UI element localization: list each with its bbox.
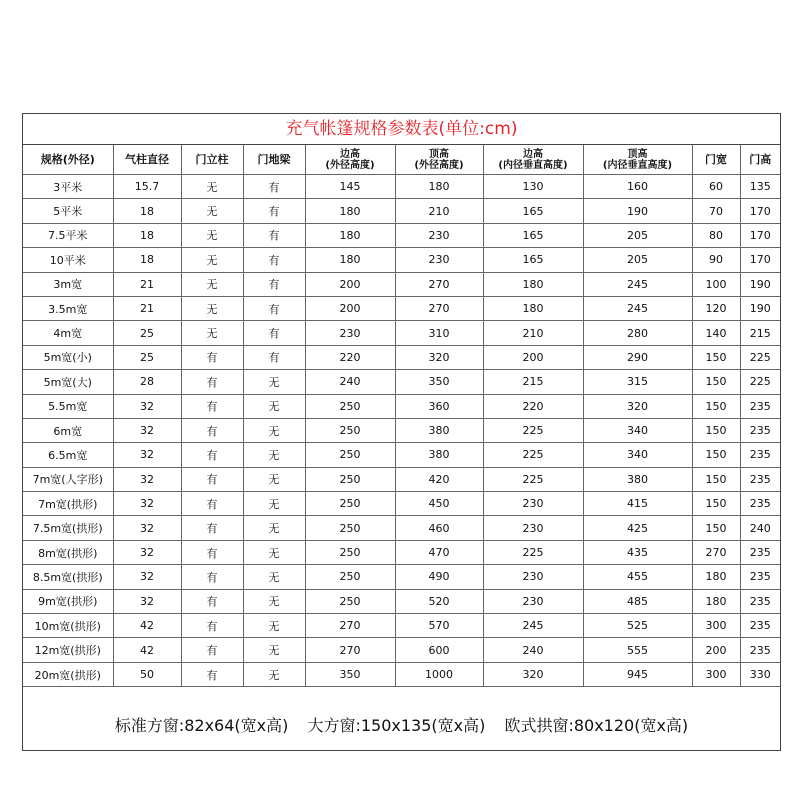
column-header-line: 顶高 bbox=[627, 148, 648, 160]
table-cell: 300 bbox=[692, 614, 740, 638]
table-cell: 435 bbox=[583, 540, 692, 564]
table-cell: 无 bbox=[243, 614, 305, 638]
table-cell: 无 bbox=[181, 223, 243, 247]
table-cell: 330 bbox=[740, 662, 780, 686]
table-cell: 32 bbox=[113, 394, 181, 418]
table-cell: 165 bbox=[483, 223, 583, 247]
table-cell: 240 bbox=[305, 370, 395, 394]
table-cell: 380 bbox=[395, 418, 483, 442]
table-cell: 225 bbox=[483, 418, 583, 442]
table-cell: 5m宽(大) bbox=[23, 370, 113, 394]
table-cell: 42 bbox=[113, 614, 181, 638]
table-cell: 无 bbox=[243, 662, 305, 686]
table-row bbox=[23, 467, 780, 491]
table-cell: 225 bbox=[740, 370, 780, 394]
table-cell: 420 bbox=[395, 467, 483, 491]
table-cell: 无 bbox=[243, 370, 305, 394]
table-cell: 230 bbox=[483, 589, 583, 613]
table-cell: 235 bbox=[740, 467, 780, 491]
table-cell: 12m宽(拱形) bbox=[23, 638, 113, 662]
table-cell: 有 bbox=[181, 540, 243, 564]
arch-window-spec: 欧式拱窗:80x120(宽x高) bbox=[504, 716, 689, 735]
table-cell: 525 bbox=[583, 614, 692, 638]
table-cell: 290 bbox=[583, 345, 692, 369]
table-cell: 180 bbox=[483, 272, 583, 296]
table-row bbox=[23, 516, 780, 540]
table-cell: 170 bbox=[740, 199, 780, 223]
table-cell: 220 bbox=[305, 345, 395, 369]
column-header bbox=[305, 145, 395, 175]
table-cell: 8m宽(拱形) bbox=[23, 540, 113, 564]
table-cell: 170 bbox=[740, 223, 780, 247]
table-cell: 1000 bbox=[395, 662, 483, 686]
table-cell: 70 bbox=[692, 199, 740, 223]
table-cell: 270 bbox=[395, 296, 483, 320]
table-cell: 有 bbox=[181, 370, 243, 394]
table-cell: 150 bbox=[692, 418, 740, 442]
header-row bbox=[23, 145, 780, 175]
table-cell: 有 bbox=[181, 418, 243, 442]
column-header-line: 门立柱 bbox=[195, 153, 229, 166]
column-header-line: 门高 bbox=[749, 153, 772, 166]
table-cell: 230 bbox=[483, 516, 583, 540]
table-body bbox=[23, 175, 780, 687]
table-cell: 15.7 bbox=[113, 175, 181, 199]
table-cell: 280 bbox=[583, 321, 692, 345]
table-cell: 28 bbox=[113, 370, 181, 394]
table-cell: 320 bbox=[583, 394, 692, 418]
table-cell: 有 bbox=[181, 492, 243, 516]
table-cell: 有 bbox=[243, 272, 305, 296]
table-cell: 450 bbox=[395, 492, 483, 516]
table-row bbox=[23, 614, 780, 638]
table-cell: 945 bbox=[583, 662, 692, 686]
table-cell: 245 bbox=[583, 272, 692, 296]
table-cell: 有 bbox=[243, 321, 305, 345]
table-cell: 200 bbox=[483, 345, 583, 369]
table-row bbox=[23, 248, 780, 272]
table-cell: 555 bbox=[583, 638, 692, 662]
table-cell: 180 bbox=[692, 565, 740, 589]
table-cell: 210 bbox=[483, 321, 583, 345]
table-cell: 4m宽 bbox=[23, 321, 113, 345]
table-cell: 350 bbox=[305, 662, 395, 686]
table-cell: 有 bbox=[181, 443, 243, 467]
table-cell: 570 bbox=[395, 614, 483, 638]
table-cell: 有 bbox=[243, 296, 305, 320]
column-header bbox=[113, 145, 181, 175]
table-cell: 21 bbox=[113, 272, 181, 296]
table-row bbox=[23, 540, 780, 564]
table-cell: 18 bbox=[113, 248, 181, 272]
table-cell: 315 bbox=[583, 370, 692, 394]
table-cell: 有 bbox=[181, 662, 243, 686]
table-cell: 225 bbox=[483, 467, 583, 491]
table-cell: 无 bbox=[243, 540, 305, 564]
table-cell: 7.5m宽(拱形) bbox=[23, 516, 113, 540]
table-cell: 6.5m宽 bbox=[23, 443, 113, 467]
table-cell: 130 bbox=[483, 175, 583, 199]
table-cell: 无 bbox=[243, 443, 305, 467]
table-cell: 无 bbox=[243, 394, 305, 418]
table-cell: 455 bbox=[583, 565, 692, 589]
table-cell: 无 bbox=[243, 418, 305, 442]
table-cell: 150 bbox=[692, 443, 740, 467]
table-cell: 9m宽(拱形) bbox=[23, 589, 113, 613]
table-cell: 150 bbox=[692, 467, 740, 491]
table-cell: 240 bbox=[740, 516, 780, 540]
column-header-line: (内径垂直高度) bbox=[602, 159, 673, 171]
table-cell: 5平米 bbox=[23, 199, 113, 223]
table-cell: 140 bbox=[692, 321, 740, 345]
table-cell: 200 bbox=[305, 296, 395, 320]
table-cell: 有 bbox=[181, 638, 243, 662]
table-cell: 100 bbox=[692, 272, 740, 296]
table-cell: 21 bbox=[113, 296, 181, 320]
table-row bbox=[23, 175, 780, 199]
column-header-line: 门宽 bbox=[705, 153, 727, 166]
table-cell: 320 bbox=[395, 345, 483, 369]
table-cell: 6m宽 bbox=[23, 418, 113, 442]
table-cell: 10m宽(拱形) bbox=[23, 614, 113, 638]
table-cell: 250 bbox=[305, 516, 395, 540]
table-cell: 7m宽(拱形) bbox=[23, 492, 113, 516]
table-cell: 190 bbox=[583, 199, 692, 223]
table-cell: 235 bbox=[740, 418, 780, 442]
window-specs bbox=[23, 701, 780, 750]
table-cell: 210 bbox=[395, 199, 483, 223]
sheet-title: 充气帐篷规格参数表(单位:cm) bbox=[23, 114, 780, 145]
column-header-line: 顶高 bbox=[429, 148, 449, 160]
table-cell: 150 bbox=[692, 492, 740, 516]
table-cell: 3平米 bbox=[23, 175, 113, 199]
table-cell: 190 bbox=[740, 272, 780, 296]
table-cell: 32 bbox=[113, 540, 181, 564]
table-cell: 270 bbox=[305, 638, 395, 662]
table-cell: 3.5m宽 bbox=[23, 296, 113, 320]
table-cell: 230 bbox=[395, 248, 483, 272]
table-cell: 230 bbox=[395, 223, 483, 247]
table-cell: 20m宽(拱形) bbox=[23, 662, 113, 686]
table-cell: 有 bbox=[181, 394, 243, 418]
table-cell: 205 bbox=[583, 248, 692, 272]
table-cell: 245 bbox=[583, 296, 692, 320]
table-cell: 225 bbox=[740, 345, 780, 369]
table-cell: 250 bbox=[305, 589, 395, 613]
table-cell: 380 bbox=[395, 443, 483, 467]
table-cell: 250 bbox=[305, 540, 395, 564]
table-cell: 180 bbox=[692, 589, 740, 613]
table-cell: 无 bbox=[181, 321, 243, 345]
table-cell: 300 bbox=[692, 662, 740, 686]
table-cell: 25 bbox=[113, 321, 181, 345]
table-cell: 250 bbox=[305, 394, 395, 418]
table-cell: 235 bbox=[740, 638, 780, 662]
table-cell: 150 bbox=[692, 370, 740, 394]
table-cell: 350 bbox=[395, 370, 483, 394]
table-cell: 18 bbox=[113, 199, 181, 223]
table-row bbox=[23, 443, 780, 467]
table-cell: 230 bbox=[305, 321, 395, 345]
table-cell: 180 bbox=[305, 223, 395, 247]
table-row bbox=[23, 296, 780, 320]
table-cell: 170 bbox=[740, 248, 780, 272]
table-cell: 32 bbox=[113, 589, 181, 613]
table-cell: 235 bbox=[740, 540, 780, 564]
column-header bbox=[243, 145, 305, 175]
table-cell: 3m宽 bbox=[23, 272, 113, 296]
table-cell: 18 bbox=[113, 223, 181, 247]
table-cell: 有 bbox=[181, 467, 243, 491]
table-cell: 415 bbox=[583, 492, 692, 516]
table-cell: 有 bbox=[181, 565, 243, 589]
table-row bbox=[23, 272, 780, 296]
table-cell: 180 bbox=[483, 296, 583, 320]
table-row bbox=[23, 589, 780, 613]
table-cell: 150 bbox=[692, 394, 740, 418]
table-cell: 215 bbox=[740, 321, 780, 345]
table-cell: 8.5m宽(拱形) bbox=[23, 565, 113, 589]
table-cell: 490 bbox=[395, 565, 483, 589]
table-row bbox=[23, 345, 780, 369]
table-cell: 32 bbox=[113, 565, 181, 589]
table-cell: 180 bbox=[305, 199, 395, 223]
table-cell: 320 bbox=[483, 662, 583, 686]
table-cell: 无 bbox=[243, 565, 305, 589]
standard-window-spec: 标准方窗:82x64(宽x高) bbox=[114, 716, 289, 735]
table-row bbox=[23, 662, 780, 686]
table-cell: 205 bbox=[583, 223, 692, 247]
column-header-line: 边高 bbox=[340, 148, 360, 160]
table-cell: 200 bbox=[305, 272, 395, 296]
table-cell: 220 bbox=[483, 394, 583, 418]
table-cell: 25 bbox=[113, 345, 181, 369]
table-cell: 160 bbox=[583, 175, 692, 199]
table-cell: 有 bbox=[243, 223, 305, 247]
table-cell: 425 bbox=[583, 516, 692, 540]
table-cell: 380 bbox=[583, 467, 692, 491]
table-cell: 7m宽(人字形) bbox=[23, 467, 113, 491]
table-cell: 180 bbox=[305, 248, 395, 272]
column-header bbox=[483, 145, 583, 175]
table-cell: 有 bbox=[243, 248, 305, 272]
table-cell: 无 bbox=[181, 272, 243, 296]
column-header bbox=[583, 145, 692, 175]
table-cell: 5m宽(小) bbox=[23, 345, 113, 369]
column-header bbox=[181, 145, 243, 175]
table-cell: 235 bbox=[740, 394, 780, 418]
column-header-line: (外径高度) bbox=[325, 159, 375, 171]
table-cell: 165 bbox=[483, 199, 583, 223]
table-cell: 32 bbox=[113, 516, 181, 540]
table-cell: 无 bbox=[243, 467, 305, 491]
table-cell: 340 bbox=[583, 418, 692, 442]
column-header-line: (外径高度) bbox=[414, 159, 464, 171]
table-cell: 10平米 bbox=[23, 248, 113, 272]
table-cell: 无 bbox=[181, 248, 243, 272]
table-row bbox=[23, 199, 780, 223]
table-cell: 235 bbox=[740, 443, 780, 467]
table-cell: 80 bbox=[692, 223, 740, 247]
table-cell: 340 bbox=[583, 443, 692, 467]
table-cell: 7.5平米 bbox=[23, 223, 113, 247]
table-cell: 190 bbox=[740, 296, 780, 320]
column-header-line: 门地梁 bbox=[257, 153, 291, 166]
table-cell: 470 bbox=[395, 540, 483, 564]
table-cell: 90 bbox=[692, 248, 740, 272]
table-cell: 150 bbox=[692, 345, 740, 369]
large-window-spec: 大方窗:150x135(宽x高) bbox=[307, 716, 486, 735]
table-cell: 215 bbox=[483, 370, 583, 394]
table-row bbox=[23, 223, 780, 247]
spec-table bbox=[23, 145, 780, 687]
table-cell: 250 bbox=[305, 443, 395, 467]
table-cell: 无 bbox=[243, 638, 305, 662]
table-cell: 有 bbox=[243, 345, 305, 369]
table-cell: 180 bbox=[395, 175, 483, 199]
table-cell: 无 bbox=[243, 589, 305, 613]
table-row bbox=[23, 418, 780, 442]
table-cell: 270 bbox=[692, 540, 740, 564]
table-cell: 485 bbox=[583, 589, 692, 613]
table-cell: 60 bbox=[692, 175, 740, 199]
table-cell: 225 bbox=[483, 540, 583, 564]
table-cell: 600 bbox=[395, 638, 483, 662]
table-cell: 250 bbox=[305, 565, 395, 589]
table-cell: 240 bbox=[483, 638, 583, 662]
table-cell: 310 bbox=[395, 321, 483, 345]
table-cell: 235 bbox=[740, 565, 780, 589]
table-cell: 32 bbox=[113, 467, 181, 491]
table-row bbox=[23, 638, 780, 662]
column-header bbox=[395, 145, 483, 175]
table-cell: 250 bbox=[305, 418, 395, 442]
column-header-line: 气柱直径 bbox=[125, 153, 169, 166]
table-row bbox=[23, 492, 780, 516]
table-row bbox=[23, 565, 780, 589]
table-cell: 无 bbox=[181, 175, 243, 199]
table-cell: 无 bbox=[243, 492, 305, 516]
table-cell: 230 bbox=[483, 492, 583, 516]
column-header bbox=[740, 145, 780, 175]
table-cell: 245 bbox=[483, 614, 583, 638]
table-row bbox=[23, 321, 780, 345]
table-cell: 460 bbox=[395, 516, 483, 540]
table-cell: 无 bbox=[243, 516, 305, 540]
column-header bbox=[692, 145, 740, 175]
table-cell: 135 bbox=[740, 175, 780, 199]
table-cell: 有 bbox=[181, 614, 243, 638]
table-cell: 150 bbox=[692, 516, 740, 540]
table-cell: 120 bbox=[692, 296, 740, 320]
table-cell: 有 bbox=[243, 175, 305, 199]
column-header-line: 边高 bbox=[523, 148, 543, 160]
table-cell: 有 bbox=[243, 199, 305, 223]
table-cell: 无 bbox=[181, 296, 243, 320]
column-header-line: 规格(外径) bbox=[40, 153, 95, 166]
table-row bbox=[23, 370, 780, 394]
table-cell: 360 bbox=[395, 394, 483, 418]
column-header bbox=[23, 145, 113, 175]
table-row bbox=[23, 394, 780, 418]
table-cell: 165 bbox=[483, 248, 583, 272]
table-cell: 520 bbox=[395, 589, 483, 613]
table-cell: 235 bbox=[740, 492, 780, 516]
spec-sheet bbox=[22, 113, 781, 751]
table-cell: 200 bbox=[692, 638, 740, 662]
table-cell: 145 bbox=[305, 175, 395, 199]
column-header-line: (内径垂直高度) bbox=[498, 159, 568, 171]
table-cell: 42 bbox=[113, 638, 181, 662]
table-cell: 270 bbox=[305, 614, 395, 638]
table-cell: 250 bbox=[305, 492, 395, 516]
table-cell: 32 bbox=[113, 443, 181, 467]
table-cell: 有 bbox=[181, 345, 243, 369]
table-cell: 230 bbox=[483, 565, 583, 589]
table-cell: 250 bbox=[305, 467, 395, 491]
table-cell: 无 bbox=[181, 199, 243, 223]
table-cell: 有 bbox=[181, 516, 243, 540]
table-cell: 50 bbox=[113, 662, 181, 686]
table-cell: 235 bbox=[740, 614, 780, 638]
table-cell: 270 bbox=[395, 272, 483, 296]
table-cell: 225 bbox=[483, 443, 583, 467]
table-cell: 有 bbox=[181, 589, 243, 613]
table-cell: 5.5m宽 bbox=[23, 394, 113, 418]
table-cell: 235 bbox=[740, 589, 780, 613]
table-cell: 32 bbox=[113, 418, 181, 442]
table-cell: 32 bbox=[113, 492, 181, 516]
